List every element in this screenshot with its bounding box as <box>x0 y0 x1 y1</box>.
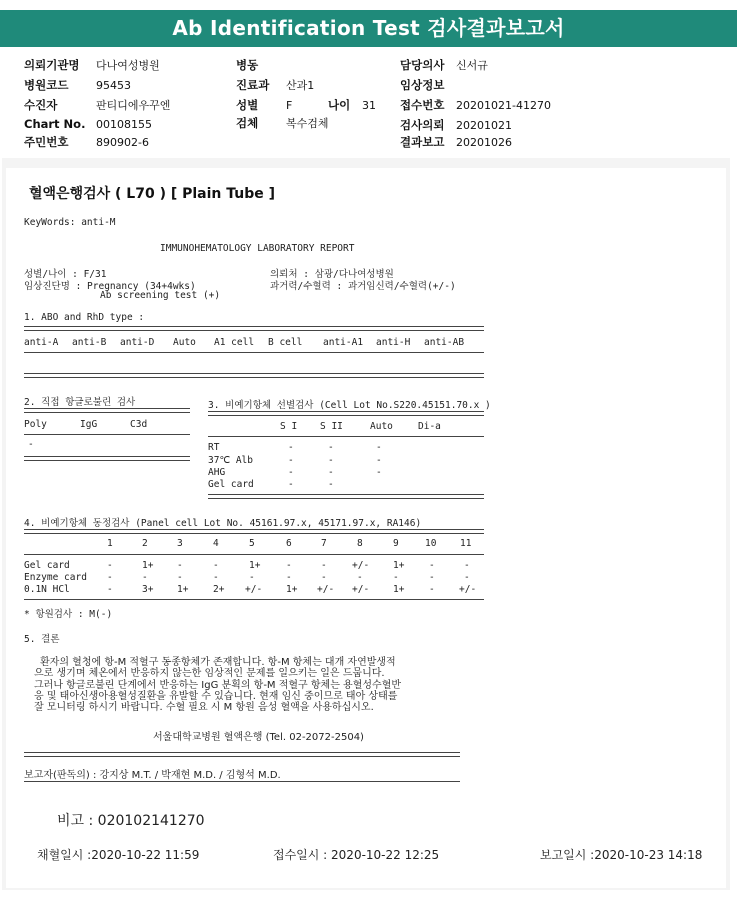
s4-cell: - <box>357 572 363 583</box>
s4-cell: - <box>249 572 255 583</box>
s4-cell: - <box>321 560 327 571</box>
remarks: 비고 : 020102141270 <box>57 813 205 829</box>
single-rule <box>208 436 484 437</box>
s4-col: 5 <box>249 538 255 549</box>
single-rule <box>24 599 484 600</box>
single-rule <box>24 554 484 555</box>
s4-cell: 1+ <box>142 560 154 571</box>
double-rule <box>208 411 484 416</box>
s4-row-label: Enzyme card <box>24 572 87 583</box>
conclusion-text <box>34 657 494 713</box>
double-rule <box>24 408 190 413</box>
conclusion-line: 환자의 혈청에 항-M 적혈구 동종항체가 존재합니다. 항-M 항체는 대개 자연발생적 <box>40 657 396 668</box>
double-rule <box>24 456 190 461</box>
s4-col: 3 <box>177 538 183 549</box>
s1-col: anti-AB <box>424 337 465 348</box>
s3-cell: - <box>328 467 334 478</box>
s4-row-label: 0.1N HCl <box>24 584 70 595</box>
header-field: 담당의사 신서규 <box>400 58 488 72</box>
s1-col: Auto <box>173 337 196 348</box>
s4-cell: - <box>393 572 399 583</box>
reporters: 보고자(판독의) : 강지상 M.T. / 박재현 M.D. / 김형석 M.D. <box>24 770 281 781</box>
s3-cell: - <box>376 455 382 466</box>
header-field: 병동 <box>236 58 259 72</box>
s4-cell: - <box>213 560 219 571</box>
double-rule <box>24 752 460 757</box>
s3-title: 3. 비예기항체 선별검사 (Cell Lot No.S220.45151.70.x ) <box>208 400 491 411</box>
s4-cell: +/- <box>317 584 335 595</box>
patient-sex-age: 성별/나이 : F/31 <box>24 269 107 280</box>
s4-cell: 1+ <box>249 560 261 571</box>
header-field: 주민번호 890902-6 <box>24 135 149 149</box>
s4-cell: +/- <box>352 584 370 595</box>
antigen-test: * 항원검사 : M(-) <box>24 609 113 620</box>
reported-datetime: 보고일시 :2020-10-23 14:18 <box>540 848 703 862</box>
collected-datetime: 채혈일시 :2020-10-22 11:59 <box>37 848 200 862</box>
s3-row-label: Gel card <box>208 479 254 490</box>
s4-cell: 1+ <box>393 584 405 595</box>
s1-col: B cell <box>268 337 303 348</box>
s4-cell: 1+ <box>393 560 405 571</box>
header-field: 병원코드 95453 <box>24 78 131 92</box>
s4-col: 9 <box>393 538 399 549</box>
double-rule <box>24 529 484 534</box>
s4-cell: 1+ <box>286 584 298 595</box>
s3-cell: - <box>288 467 294 478</box>
conclusion-line: 으로 생기며 체온에서 반응하지 않는한 임상적인 문제를 일으키는 일은 드뭅니다. <box>34 668 385 680</box>
request-history: 과거력/수혈력 : 과거임신력/수혈력(+/-) <box>270 281 456 292</box>
s2-col: C3d <box>130 419 148 430</box>
s4-cell: - <box>464 572 470 583</box>
header-field: 의뢰기관명 다나여성병원 <box>24 58 160 72</box>
s1-col: anti-A <box>24 337 59 348</box>
s1-col: anti-B <box>72 337 107 348</box>
received-datetime: 접수일시 : 2020-10-22 12:25 <box>273 848 440 862</box>
keywords: KeyWords: anti-M <box>24 217 116 228</box>
s4-col: 11 <box>460 538 472 549</box>
header-field: 임상정보 <box>400 78 445 92</box>
header-field: Chart No. 00108155 <box>24 117 152 131</box>
s1-title: 1. ABO and RhD type : <box>24 312 145 323</box>
s3-col: S I <box>280 421 298 432</box>
patient-diagnosis: 임상진단명 : Pregnancy (34+4wks) <box>24 281 196 292</box>
s3-row-label: RT <box>208 442 220 453</box>
s2-value: - <box>28 439 34 450</box>
s4-cell: 2+ <box>213 584 225 595</box>
s4-cell: - <box>286 572 292 583</box>
s4-col: 6 <box>286 538 292 549</box>
request-source: 의뢰처 : 삼광/다나여성병원 <box>270 269 394 280</box>
header-field: 성별 F <box>236 98 293 112</box>
s1-col: anti-A1 <box>323 337 364 348</box>
s4-cell: - <box>107 584 113 595</box>
conclusion-line: 그러나 항글로불린 단계에서 반응하는 IgG 분획의 항-M 적혈구 항체는 용혈성수혈반 <box>34 679 402 691</box>
s4-cell: 1+ <box>177 584 189 595</box>
s4-cell: - <box>429 572 435 583</box>
s4-cell: 3+ <box>142 584 154 595</box>
header-field-age: 나이 31 <box>328 98 376 112</box>
header-field: 검사의뢰 20201021 <box>400 118 512 132</box>
s4-col: 4 <box>213 538 219 549</box>
s2-col: IgG <box>80 419 98 430</box>
institution: 서울대학교병원 혈액은행 (Tel. 02-2072-2504) <box>153 732 364 743</box>
report-title-banner: Ab Identification Test 검사결과보고서 <box>0 10 737 47</box>
s4-col: 10 <box>425 538 437 549</box>
header-field: 검체 복수검체 <box>236 116 329 130</box>
s4-cell: - <box>177 560 183 571</box>
header-info <box>0 52 737 152</box>
s4-cell: - <box>107 560 113 571</box>
s4-col: 1 <box>107 538 113 549</box>
s4-cell: +/- <box>352 560 370 571</box>
s4-col: 8 <box>357 538 363 549</box>
conclusion-line: 응 및 태아신생아용혈성질환을 유발할 수 있습니다. 현재 임신 중이므로 태아 상태를 <box>34 690 398 702</box>
s3-cell: - <box>376 467 382 478</box>
s3-col: Auto <box>370 421 393 432</box>
s4-cell: - <box>321 572 327 583</box>
s2-title: 2. 직접 항글로불린 검사 <box>24 397 136 408</box>
double-rule <box>24 373 484 378</box>
s4-title: 4. 비예기항체 동정검사 (Panel cell Lot No. 45161.97.x, 45171.97.x, RA146) <box>24 518 422 529</box>
s4-cell: - <box>107 572 113 583</box>
s4-cell: - <box>429 584 435 595</box>
header-field: 접수번호 20201021-41270 <box>400 98 551 112</box>
patient-diagnosis-2: Ab screening test (+) <box>100 290 221 301</box>
double-rule <box>24 326 484 331</box>
s3-cell: - <box>328 442 334 453</box>
header-field: 수진자 판티디에우꾸엔 <box>24 98 171 112</box>
s3-cell: - <box>328 479 334 490</box>
s1-col: A1 cell <box>214 337 255 348</box>
s4-row-label: Gel card <box>24 560 70 571</box>
s5-title: 5. 결론 <box>24 634 60 645</box>
single-rule <box>24 781 460 782</box>
s1-col: anti-D <box>120 337 155 348</box>
s4-col: 2 <box>142 538 148 549</box>
header-field: 진료과 산과1 <box>236 78 315 92</box>
s4-cell: - <box>177 572 183 583</box>
s3-col: S II <box>320 421 343 432</box>
conclusion-line: 잘 모니터링 하시기 바랍니다. 수혈 필요 시 M 항원 음성 혈액을 사용하십시오. <box>34 702 374 714</box>
s1-col: anti-H <box>376 337 411 348</box>
s4-cell: - <box>429 560 435 571</box>
section-title: 혈액은행검사 ( L70 ) [ Plain Tube ] <box>29 186 276 202</box>
s4-cell: - <box>286 560 292 571</box>
s3-cell: - <box>288 455 294 466</box>
s4-col: 7 <box>321 538 327 549</box>
s3-row-label: AHG <box>208 467 226 478</box>
double-rule <box>208 494 484 499</box>
s4-cell: +/- <box>459 584 477 595</box>
single-rule <box>24 434 190 435</box>
s4-cell: - <box>464 560 470 571</box>
s2-col: Poly <box>24 419 47 430</box>
s3-cell: - <box>288 479 294 490</box>
s4-cell: - <box>142 572 148 583</box>
single-rule <box>24 352 484 353</box>
lab-report-title: IMMUNOHEMATOLOGY LABORATORY REPORT <box>160 243 355 254</box>
s3-cell: - <box>288 442 294 453</box>
s3-col: Di-a <box>418 421 441 432</box>
s4-cell: +/- <box>245 584 263 595</box>
s3-cell: - <box>376 442 382 453</box>
s4-cell: - <box>213 572 219 583</box>
s3-cell: - <box>328 455 334 466</box>
s3-row-label: 37℃ Alb <box>208 455 253 466</box>
header-field: 결과보고 20201026 <box>400 135 512 149</box>
